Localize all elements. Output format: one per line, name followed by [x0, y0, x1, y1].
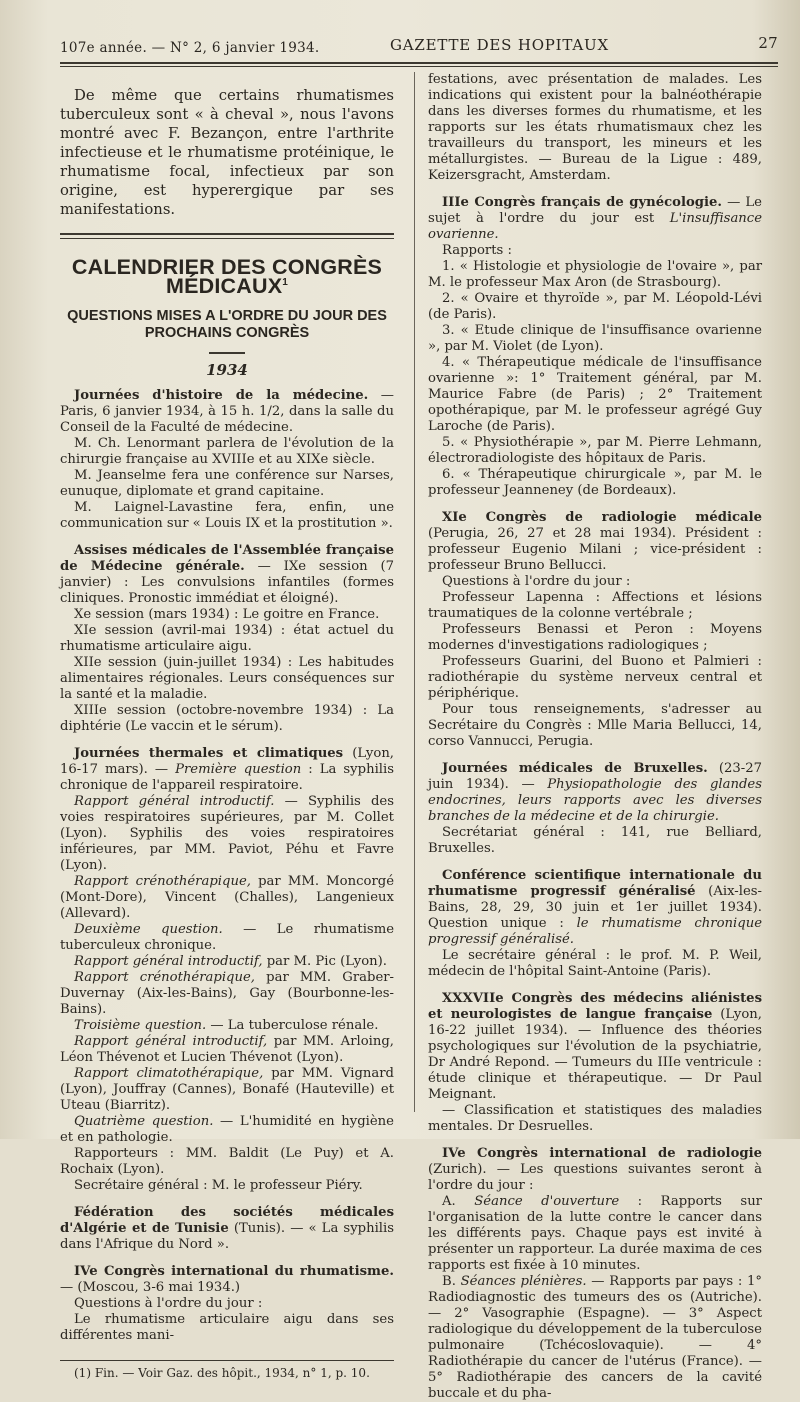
entry-congres-gynecologie: IIIe Congrès français de gynécologie. — Le sujet à l'ordre du jour est L'insuffisance ovarienne.: [428, 195, 762, 242]
footnote-rule: [60, 1360, 394, 1361]
entry-paragraph: M. Ch. Lenormant parlera de l'évolution de la chirurgie française au XVIIIe et au XIXe siècle.: [60, 436, 394, 468]
calendar-title: CALENDRIER DES CONGRÈS MÉDICAUX$^1$: [71, 255, 383, 299]
entry-paragraph: Secrétariat général : 141, rue Belliard, Bruxelles.: [428, 825, 762, 856]
entry-paragraph: XIIe session (juin-juillet 1934) : Les habitudes alimentaires régionales. Leurs conséquences sur la santé et la maladie.: [60, 655, 394, 703]
entry-paragraph: 6. « Thérapeutique chirurgicale », par M. le professeur Jeanneney (de Bordeaux).: [428, 467, 762, 498]
right-column: [428, 72, 762, 1402]
entry-paragraph: Rapport général introductif, par MM. Arloing, Léon Thévenot et Lucien Thévenot (Lyon).: [60, 1034, 394, 1066]
entry-paragraph: Professeur Lapenna : Affections et lésions traumatiques de la colonne vertébrale ;: [428, 590, 762, 621]
entry-paragraph: Le secrétaire général : le prof. M. P. Weil, médecin de l'hôpital Saint-Antoine (Paris).: [428, 948, 762, 979]
header-rule-thin: [60, 66, 778, 67]
entry-paragraph: 2. « Ovaire et thyroïde », par M. Léopold-Lévi (de Paris).: [428, 291, 762, 322]
entry-paragraph: Rapport général introductif, par M. Pic (Lyon).: [74, 954, 387, 970]
entry-paragraph: Questions à l'ordre du jour :: [74, 1296, 263, 1312]
entry-paragraph: Quatrième question. — L'humidité en hygiène et en pathologie.: [60, 1114, 394, 1146]
entry-paragraph: Secrétaire général : M. le professeur Piéry.: [74, 1178, 363, 1194]
entry-paragraph: Rapporteurs : MM. Baldit (Le Puy) et A. Rochaix (Lyon).: [60, 1146, 394, 1178]
entry-paragraph: Rapport climatothérapique, par MM. Vignard (Lyon), Jouffray (Cannes), Bonafé (Hauteville) et Uteau (Biarritz).: [60, 1066, 394, 1114]
entry-histoire-medecine: Journées d'histoire de la médecine. — Paris, 6 janvier 1934, à 15 h. 1/2, dans la salle du Conseil de la Faculté de médecine.: [60, 388, 394, 436]
entry-paragraph: Deuxième question. — Le rhumatisme tuberculeux chronique.: [60, 922, 394, 954]
footnote: (1) Fin. — Voir Gaz. des hôpit., 1934, n° 1, p. 10.: [74, 1366, 370, 1381]
page-header: [60, 36, 778, 58]
entry-paragraph: Professeurs Guarini, del Buono et Palmieri : radiothérapie du système nerveux central et périphérique.: [428, 654, 762, 701]
short-rule: [209, 352, 245, 354]
entry-paragraph: A. Séance d'ouverture : Rapports sur l'organisation de la lutte contre le cancer dans les différents pays. Chaque pays est invité à présenter un rapporteur. La durée maxima de ces rapports est fixée à 10 minutes.: [428, 1194, 762, 1273]
entry-federation-algerie-tunisie: Fédération des sociétés médicales d'Algérie et de Tunisie (Tunis). — « La syphilis dans l'Afrique du Nord ».: [60, 1205, 394, 1253]
issue-info: 107e année. — N° 2, 6 janvier 1934.: [60, 40, 320, 56]
entry-paragraph: Questions à l'ordre du jour :: [442, 574, 631, 589]
entry-paragraph: B. Séances plénières. — Rapports par pays : 1° Radiodiagnostic des tumeurs des os (Autriche). — 2° Vasographie (Espagne). — 3° Aspect radiologique du développement de la tuberculose pulmonaire (Tchécoslovaquie). — 4° Radiothérapie du cancer de l'utérus (France). — 5° Radiothérapie des cancers de la cavité buccale et du pha-: [428, 1274, 762, 1401]
entry-paragraph: M. Jeanselme fera une conférence sur Narses, eunuque, diplomate et grand capitaine.: [60, 468, 394, 500]
left-column: [60, 72, 394, 1381]
header-rule: [60, 62, 778, 64]
entry-paragraph: Professeurs Benassi et Peron : Moyens modernes d'investigations radiologiques ;: [428, 622, 762, 653]
column-divider: [414, 72, 415, 1112]
entry-journees-thermales: Journées thermales et climatiques (Lyon, 16-17 mars). — Première question : La syphilis chronique de l'appareil respiratoire.: [60, 746, 395, 794]
entry-paragraph: Rapport crénothérapique, par MM. Graber-Duvernay (Aix-les-Bains), Gay (Bourbonne-les-Bains).: [60, 970, 395, 1018]
entry-paragraph: — Classification et statistiques des maladies mentales. Dr Desruelles.: [428, 1103, 762, 1134]
entry-paragraph: 5. « Physiothérapie », par M. Pierre Lehmann, électroradiologiste des hôpitaux de Paris.: [428, 435, 762, 466]
entry-paragraph: Le rhumatisme articulaire aigu dans ses différentes mani-: [60, 1312, 394, 1344]
entry-congres-rhumatisme: IVe Congrès international du rhumatisme. — (Moscou, 3-6 mai 1934.): [60, 1264, 394, 1296]
entry-paragraph: Rapport général introductif. — Syphilis des voies respiratoires supérieures, par M. Collet (Lyon). Syphilis des voies respiratoires inférieures, par MM. Paviot, Péhu et Favre (Lyon).: [60, 794, 394, 874]
entry-congres-radiologie-perugia: XIe Congrès de radiologie médicale (Perugia, 26, 27 et 28 mai 1934). Président : professeur Eugenio Milani ; vice-président : professeur Bruno Bellucci.: [428, 510, 762, 573]
entry-paragraph: XIe session (avril-mai 1934) : état actuel du rhumatisme articulaire aigu.: [60, 623, 394, 655]
entry-conference-rhumatisme: Conférence scientifique internationale du rhumatisme progressif généralisé (Aix-les-Bains, 28, 29, 30 juin et 1er juillet 1934). Question unique : le rhumatisme chronique progressif généralisé.: [428, 868, 762, 947]
entry-congres-alienistes: XXXVIIe Congrès des médecins aliénistes et neurologistes de langue française (Lyon, 16-22 juillet 1934). — Influence des théories psychologiques sur l'évolution de la psychiatrie, Dr André Repond. — Tumeurs du IIIe ventricule : étude clinique et thérapeutique. — Dr Paul Meignant.: [428, 991, 762, 1102]
entry-paragraph: Pour tous renseignements, s'adresser au Secrétaire du Congrès : Mlle Maria Bellucci, 14, corso Vannucci, Perugia.: [428, 702, 762, 749]
journal-title: GAZETTE DES HOPITAUX: [390, 36, 609, 54]
entry-paragraph: Rapports :: [442, 243, 512, 258]
entry-paragraph: Rapport crénothérapique, par MM. Moncorgé (Mont-Dore), Vincent (Challes), Langenieux (Allevard).: [60, 874, 394, 922]
entry-paragraph: 3. « Etude clinique de l'insuffisance ovarienne », par M. Violet (de Lyon).: [428, 323, 762, 354]
entry-paragraph: Xe session (mars 1934) : Le goitre en France.: [74, 607, 380, 623]
entry-continuation: festations, avec présentation de malades. Les indications qui existent pour la balnéothérapie dans les diverses formes du rhumatisme, et les rapports sur les états rhumatismaux chez les travailleurs du transport, les mineurs et les métallurgistes. — Bureau de la Ligue : 489, Keizersgracht, Amsterdam.: [428, 72, 762, 183]
entry-journees-bruxelles: Journées médicales de Bruxelles. (23-27 juin 1934). — Physiopathologie des glandes endocrines, leurs rapports avec les diverses branches de la médecine et de la chirurgie.: [428, 761, 762, 824]
entry-assises-medicales: Assises médicales de l'Assemblée française de Médecine générale. — IXe session (7 janvier) : Les convulsions infantiles (formes cliniques. Pronostic immédiat et éloigné).: [60, 543, 395, 607]
page-number: 27: [758, 34, 778, 52]
section-rule: [60, 233, 394, 239]
intro-paragraph: De même que certains rhumatismes tuberculeux sont « à cheval », nous l'avons montré avec F. Bezançon, entre l'arthrite infectieuse et le rhumatisme protéinique, le rhumatisme focal, infectieux par son origine, est hyperergique par ses manifestations.: [60, 87, 394, 218]
entry-paragraph: 4. « Thérapeutique médicale de l'insuffisance ovarienne »: 1° Traitement général, par M. Maurice Fabre (de Paris) ; 2° Traitement opothérapique, par M. le professeur agrégé Guy Laroche (de Paris).: [428, 355, 762, 434]
title-footnote-mark: 1: [282, 277, 289, 288]
entry-paragraph: Troisième question. — La tuberculose rénale.: [74, 1018, 379, 1034]
entry-paragraph: M. Laignel-Lavastine fera, enfin, une communication sur « Louis IX et la prostitution ».: [60, 500, 394, 532]
entry-congres-radiologie-zurich: IVe Congrès international de radiologie (Zurich). — Les questions suivantes seront à l'ordre du jour :: [428, 1146, 762, 1193]
entry-paragraph: XIIIe session (octobre-novembre 1934) : La diphtérie (Le vaccin et le sérum).: [60, 703, 394, 735]
year-heading: 1934: [206, 361, 248, 380]
calendar-subtitle: QUESTIONS MISES A L'ORDRE DU JOUR DES PROCHAINS CONGRÈS: [67, 308, 387, 342]
entry-paragraph: 1. « Histologie et physiologie de l'ovaire », par M. le professeur Max Aron (de Strasbourg).: [428, 259, 762, 290]
